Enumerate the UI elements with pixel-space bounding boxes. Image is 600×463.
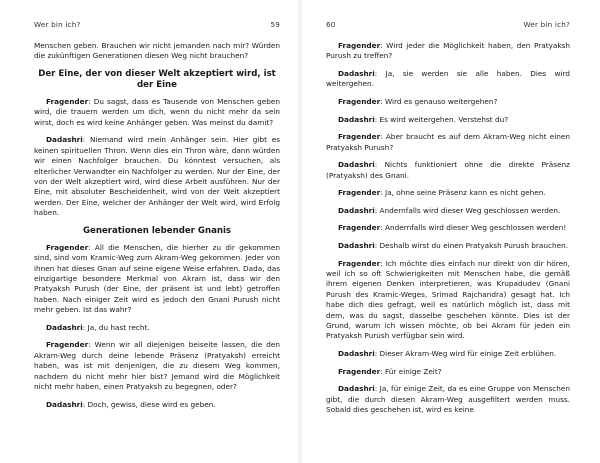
speaker-name: Fragender [338,132,381,142]
dialogue-paragraph [326,223,570,233]
left-page [0,0,296,463]
right-page-number: 60 [326,20,336,29]
dialogue-text: : Ja, für einige Zeit, da es eine Gruppe von Menschen gibt, die durch diesen Akram-Weg ausgefiltert werden muss. Sobald dies geschehen ist, wird es keine [326,384,570,414]
left-page-number: 59 [270,20,280,29]
dialogue-text: : Niemand wird mein Anhänger sein. Hier gibt es keinen spirituellen Thron. Wenn dies ein Thron wäre, dann würden wir einen Nachfolger brauchen. Du könntest versuchen, als elterlicher Verwandter ein Nachfolger zu werden. Nur der Eine, der von der Welt akzeptiert wird, wird diese Arbeit ausführen. Nur der Eine, mit absoluter Bescheidenheit, wird von der Welt akzeptiert werden. Der Eine, welcher der Anhänger der Welt wird, wird Erfolg haben. [34,135,280,218]
speaker-name: Fragender [46,340,89,350]
dialogue-text: : Ich möchte dies einfach nur direkt von dir hören, weil ich so oft Schwierigkeiten mit Menschen habe, die gemäß ihrem eigenen Denken interpretieren, was Krupadudev (Gnani Purush des Kramic-Weges, Srimad Rajchandra) gesagt hat. Ich habe dich dies gefragt, weil es natürlich möglich ist, dass mit dem, was du sagst, dasselbe geschehen könnte. Dies ist der Grund, warum ich wissen möchte, ob bei Akram für jeden ein Pratyaksh Purush verfügbar sein wird. [326,258,570,341]
dialogue-paragraph [326,349,570,359]
dialogue-text: : Ja, ohne seine Präsenz kann es nicht gehen. [380,188,546,198]
dialogue-paragraph [326,259,570,342]
speaker-name: Fragender [46,242,89,252]
speaker-name: Dadashri [338,240,375,250]
dialogue-text: : Wenn wir all diejenigen beiseite lassen, die den Akram-Weg durch deine lebende Präsenz (Pratyaksh) erreicht haben, was ist mit denjenigen, die zu diesem Weg kommen, nachdem du nicht mehr hier bist? Jemand wird die Möglichkeit nicht mehr haben, einen Pratyaksh zu begegnen, oder? [34,340,280,392]
section-heading-1: Der Eine, der von dieser Welt akzeptiert wird, ist der Eine [38,69,276,90]
dialogue-paragraph [34,323,280,333]
dialogue-paragraph [326,384,570,415]
dialogue-paragraph [326,206,570,216]
dialogue-text: : Du sagst, dass es Tausende von Menschen geben wird, die trauern werden um dich, wenn du nicht mehr da sein wirst, doch es wird keine Anhänger geben. Was meinst du damit? [34,97,280,127]
intro-paragraph: Menschen geben. Brauchen wir nicht jemanden nach mir? Würden die zukünftigen Generationen diesen Weg nicht brauchen? [34,41,280,61]
dialogue-paragraph [34,340,280,392]
dialogue-text: : Aber braucht es auf dem Akram-Weg nicht einen Pratyaksh Purush? [326,132,570,152]
dialogue-text: : Es wird weitergehen. Verstehst du? [374,114,509,124]
dialogue-paragraph [326,160,570,181]
speaker-name: Fragender [338,188,381,198]
right-header-title: Wer bin ich? [523,20,570,29]
dialogue-paragraph [326,132,570,153]
right-body-text [326,41,570,415]
dialogue-paragraph [34,243,280,316]
dialogue-text: : Andernfalls wird dieser Weg geschlossen werden. [374,205,561,215]
speaker-name: Dadashri [338,349,375,358]
dialogue-paragraph [326,115,570,125]
dialogue-text: : Doch, gewiss, diese wird es geben. [82,399,216,409]
dialogue-text: : Nichts funktioniert ohne die direkte Präsenz (Pratyaksh) des Gnani. [326,160,570,180]
left-running-head [34,20,280,29]
speaker-name: Fragender [338,41,381,50]
left-header-title: Wer bin ich? [34,20,81,29]
dialogue-paragraph [326,367,570,377]
speaker-name: Fragender [338,223,381,233]
dialogue-paragraph [326,97,570,107]
speaker-name: Fragender [46,97,89,106]
speaker-name: Dadashri [46,322,83,332]
speaker-name: Dadashri [338,160,375,170]
left-body-text [34,41,280,410]
right-page [304,0,600,463]
dialogue-text: : Ja, du hast recht. [82,322,150,332]
dialogue-text: : All die Menschen, die hierher zu dir gekommen sind, sind vom Kramic-Weg zum Akram-Weg gekommen. Jeder von ihnen hat dieses Gnan auf seine eigene Weise erfahren. Dada, das einzigartige besondere Merkmal von Akram ist, dass wir den Pratyaksh Purush (der Eine, der präsent ist und lebt) getroffen haben. Nach einiger Zeit wird es jedoch den Gnani Purush nicht mehr geben. Ist das wahr? [34,242,280,315]
dialogue-text: : Wird jeder die Möglichkeit haben, den Pratyaksh Purush zu treffen? [326,41,570,61]
speaker-name: Fragender [338,258,381,268]
dialogue-text: : Ja, sie werden sie alle haben. Dies wird weitergehen. [326,69,570,89]
speaker-name: Dadashri [338,69,375,78]
speaker-name: Fragender [338,97,381,106]
dialogue-paragraph [34,135,280,218]
dialogue-text: : Für einige Zeit? [380,366,442,376]
right-running-head [326,20,570,29]
dialogue-text: : Andernfalls wird dieser Weg geschlossen werden! [380,223,567,233]
dialogue-text: : Dieser Akram-Weg wird für einige Zeit erblühen. [374,349,557,358]
speaker-name: Dadashri [338,384,375,394]
speaker-name: Dadashri [338,114,375,124]
dialogue-paragraph [326,241,570,251]
dialogue-paragraph [326,69,570,90]
dialogue-paragraph [326,188,570,198]
speaker-name: Dadashri [46,135,83,145]
section-heading-2: Generationen lebender Gnanis [82,225,232,236]
dialogue-text: : Wird es genauso weitergehen? [380,97,498,106]
dialogue-paragraph [34,97,280,128]
speaker-name: Dadashri [338,205,375,215]
speaker-name: Fragender [338,366,381,376]
speaker-name: Dadashri [46,399,83,409]
dialogue-paragraph [326,41,570,62]
dialogue-text: : Deshalb wirst du einen Pratyaksh Purush brauchen. [374,240,569,250]
book-gutter [298,0,302,463]
dialogue-paragraph [34,400,280,410]
